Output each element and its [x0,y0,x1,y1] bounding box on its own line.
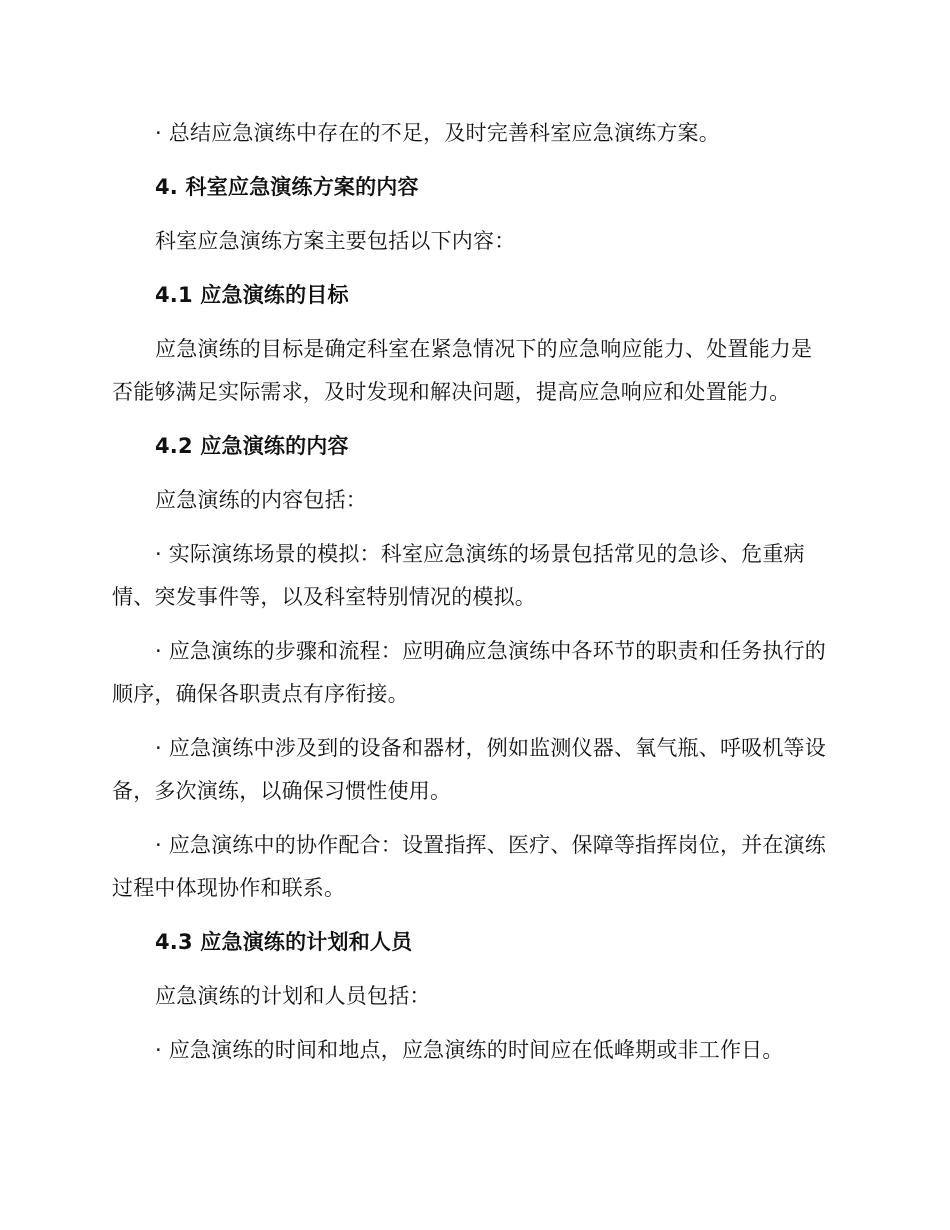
paragraph-gap [112,209,830,220]
paragraph-gap [112,522,830,533]
paragraph-gap [112,317,830,328]
paragraph-gap [112,414,830,425]
bullet-equipment: · 应急演练中涉及到的设备和器材，例如监测仪器、氧气瓶、呼吸机等设备，多次演练，以确保习惯性使用。 [112,736,826,803]
heading-section-4-1: 4.1 应急演练的目标 [155,283,349,307]
bullet-time-and-place: · 应急演练的时间和地点，应急演练的时间应在低峰期或非工作日。 [155,1038,784,1062]
paragraph-plan-and-staff-intro: 应急演练的计划和人员包括： [155,984,431,1008]
paragraph-gap [112,468,830,479]
paragraph-gap [112,813,830,824]
bullet-steps-and-process: · 应急演练的步骤和流程：应明确应急演练中各环节的职责和任务执行的顺序，确保各职责点有序衔接。 [112,639,826,706]
paragraph-gap [112,263,830,274]
paragraph-gap [112,619,830,630]
bullet-cooperation: · 应急演练中的协作配合：设置指挥、医疗、保障等指挥岗位，并在演练过程中体现协作和联系。 [112,833,826,900]
document-body [112,112,830,1072]
heading-section-4-2: 4.2 应急演练的内容 [155,434,349,458]
bullet-summarize-shortcomings: · 总结应急演练中存在的不足，及时完善科室应急演练方案。 [155,121,720,145]
paragraph-drill-goals: 应急演练的目标是确定科室在紧急情况下的应急响应能力、处置能力是否能够满足实际需求，及时发现和解决问题，提高应急响应和处置能力。 [112,337,813,404]
paragraph-gap [112,964,830,975]
bullet-scenario-simulation: · 实际演练场景的模拟：科室应急演练的场景包括常见的急诊、危重病情、突发事件等，以及科室特别情况的模拟。 [112,542,805,609]
paragraph-drill-content-intro: 应急演练的内容包括： [155,488,367,512]
paragraph-plan-contents-intro: 科室应急演练方案主要包括以下内容： [155,229,516,253]
paragraph-gap [112,1018,830,1029]
paragraph-gap [112,155,830,166]
heading-section-4-3: 4.3 应急演练的计划和人员 [155,930,413,954]
paragraph-gap [112,910,830,921]
paragraph-gap [112,716,830,727]
heading-section-4: 4. 科室应急演练方案的内容 [155,175,419,199]
